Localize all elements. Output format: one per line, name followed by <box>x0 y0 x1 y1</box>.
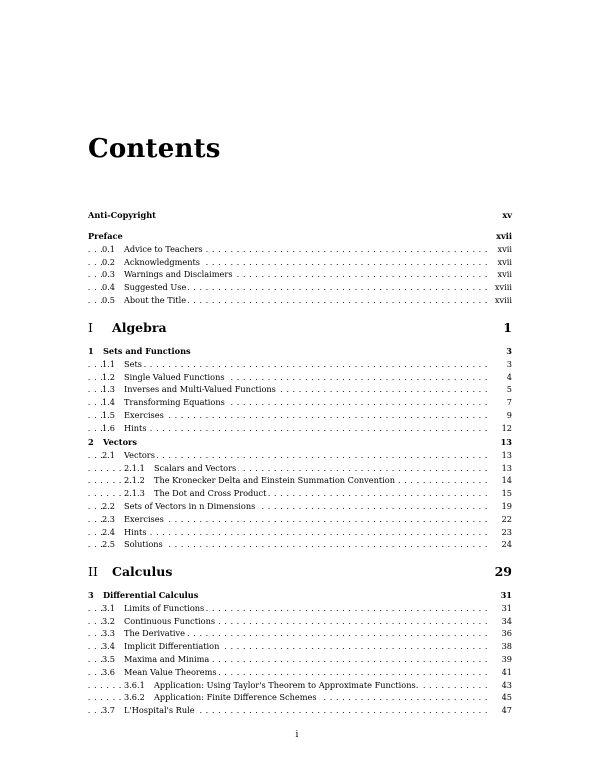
section-title: The Kronecker Delta and Einstein Summation Convention <box>154 475 395 486</box>
chapter-number: 3 <box>88 590 94 600</box>
section-number: 1.1 <box>102 358 116 369</box>
page-number-footer: i <box>295 730 299 740</box>
chapter-title: Sets and Functions <box>103 346 191 356</box>
toc-page-number: 1 <box>503 320 512 335</box>
toc-page-number: 13 <box>499 462 512 475</box>
section-title: Implicit Differentiation <box>124 641 220 652</box>
toc-page-number: 14 <box>499 474 512 487</box>
section-title: Solutions <box>124 539 163 550</box>
section-number: 2.2 <box>102 500 116 511</box>
toc-page-number: 3 <box>504 358 512 371</box>
toc-page-number: 22 <box>499 513 512 526</box>
section-number: 3.5 <box>102 653 116 664</box>
toc-page-number: xvii <box>495 256 512 269</box>
toc-section[interactable] <box>88 422 512 435</box>
section-title: Advice to Teachers <box>124 243 203 254</box>
toc-chapter-1-block <box>88 345 512 435</box>
toc-page-number: 31 <box>498 589 512 602</box>
section-number: 3.7 <box>102 705 116 716</box>
toc-section[interactable] <box>88 653 512 666</box>
toc-subsection[interactable] <box>88 487 512 500</box>
section-number: 3.6.2 <box>124 692 145 703</box>
toc-preface <box>88 230 512 307</box>
toc-section[interactable] <box>88 294 512 307</box>
section-title: Exercises <box>124 409 164 420</box>
toc-section[interactable] <box>88 268 512 281</box>
section-number: 3.6.1 <box>124 679 145 690</box>
section-number: 1.2 <box>102 371 116 382</box>
page-title: Contents <box>88 134 221 164</box>
section-title: Hints <box>124 526 147 537</box>
section-title: Single Valued Functions <box>124 371 225 382</box>
part-number: I <box>88 320 93 335</box>
toc-page-number: 12 <box>499 422 512 435</box>
section-title: Inverses and Multi-Valued Functions <box>124 384 276 395</box>
toc-page-number: 9 <box>504 409 512 422</box>
section-number: 3.2 <box>102 615 116 626</box>
toc-chapter-3-block <box>88 589 512 717</box>
toc-subsection[interactable] <box>88 474 512 487</box>
chapter-title: Differential Calculus <box>103 590 199 600</box>
section-title: About the Title <box>124 294 187 305</box>
toc-page-number: xvii <box>495 268 512 281</box>
toc-section[interactable] <box>88 500 512 513</box>
toc-section[interactable] <box>88 526 512 539</box>
toc-section[interactable] <box>88 538 512 551</box>
toc-page-number: 34 <box>499 615 512 628</box>
section-title: Application: Using Taylor's Theorem to Approximate Functions. <box>154 679 419 690</box>
toc-entry-title: Preface <box>88 231 123 241</box>
toc-section[interactable] <box>88 449 512 462</box>
toc-page-number: 38 <box>499 640 512 653</box>
section-title: Suggested Use <box>124 282 187 293</box>
section-title: Transforming Equations <box>124 397 225 408</box>
toc-page-number: 24 <box>499 538 512 551</box>
toc-section[interactable] <box>88 256 512 269</box>
toc-chapter-2-block <box>88 436 512 551</box>
section-number: 2.1 <box>102 449 116 460</box>
toc-page-number: xvii <box>495 243 512 256</box>
toc-page-number: 13 <box>498 436 512 449</box>
section-number: 2.4 <box>102 526 116 537</box>
chapter-number: 2 <box>88 437 94 447</box>
section-number: 1.6 <box>102 422 116 433</box>
part-title: Calculus <box>112 564 173 579</box>
section-number: 2.1.1 <box>124 462 145 473</box>
section-number: 1.4 <box>102 397 116 408</box>
toc-chapter-1[interactable] <box>88 345 512 358</box>
section-number: 3.1 <box>102 602 116 613</box>
section-number: 0.5 <box>102 294 116 305</box>
section-number: 3.6 <box>102 666 116 677</box>
toc-section[interactable] <box>88 513 512 526</box>
section-title: The Derivative <box>124 628 186 639</box>
toc-page-number: 13 <box>499 449 512 462</box>
toc-page-number: 5 <box>504 383 512 396</box>
toc-section[interactable] <box>88 396 512 409</box>
section-title: Limits of Functions <box>124 602 205 613</box>
toc-page-number: xvii <box>493 230 512 243</box>
toc-page-number: 3 <box>503 345 512 358</box>
section-number: 2.1.3 <box>124 488 145 499</box>
toc-page-number: 15 <box>499 487 512 500</box>
toc-chapter-2[interactable] <box>88 436 512 449</box>
toc-subsection[interactable] <box>88 462 512 475</box>
section-number: 3.4 <box>102 641 116 652</box>
toc-subsection[interactable] <box>88 679 512 692</box>
toc-part-algebra[interactable] <box>88 319 512 337</box>
toc-section[interactable] <box>88 371 512 384</box>
section-number: 2.3 <box>102 513 116 524</box>
toc-subsection[interactable] <box>88 691 512 704</box>
toc-page-number: xviii <box>492 281 512 294</box>
toc-page-number: 31 <box>499 602 512 615</box>
toc-chapter-preface[interactable] <box>88 230 512 243</box>
toc-page-number: xviii <box>492 294 512 307</box>
chapter-number: 1 <box>88 346 94 356</box>
toc-page-number: 36 <box>499 627 512 640</box>
section-title: Maxima and Minima <box>124 653 210 664</box>
section-number: 0.1 <box>102 243 116 254</box>
toc-section[interactable] <box>88 243 512 256</box>
toc-section[interactable] <box>88 627 512 640</box>
toc-entry-title: Anti-Copyright <box>88 210 156 220</box>
toc-page-number: 4 <box>504 371 512 384</box>
toc-part-calculus[interactable] <box>88 563 512 581</box>
toc-page-number: xv <box>499 209 512 222</box>
toc-section[interactable] <box>88 704 512 717</box>
section-title: Vectors <box>124 449 155 460</box>
toc-page-number: 47 <box>499 704 512 717</box>
section-title: Application: Finite Difference Schemes <box>154 692 317 703</box>
section-number: 1.3 <box>102 384 116 395</box>
section-title: Exercises <box>124 513 164 524</box>
toc-section[interactable] <box>88 281 512 294</box>
section-number: 1.5 <box>102 409 116 420</box>
toc-page-number: 23 <box>499 526 512 539</box>
section-number: 3.3 <box>102 628 116 639</box>
toc-page-number: 45 <box>499 691 512 704</box>
toc-page-number: 7 <box>504 396 512 409</box>
section-number: 0.3 <box>102 269 116 280</box>
toc-section[interactable] <box>88 640 512 653</box>
toc-page-number: 43 <box>499 679 512 692</box>
toc-section[interactable] <box>88 666 512 679</box>
part-title: Algebra <box>112 320 167 335</box>
section-number: 0.4 <box>102 282 116 293</box>
section-title: Acknowledgments <box>124 256 200 267</box>
toc-page-number: 19 <box>499 500 512 513</box>
section-title: L'Hospital's Rule <box>124 705 195 716</box>
toc-page-number: 41 <box>499 666 512 679</box>
toc-section[interactable] <box>88 615 512 628</box>
toc-section[interactable] <box>88 602 512 615</box>
chapter-title: Vectors <box>103 437 137 447</box>
toc-section[interactable] <box>88 409 512 422</box>
section-title: Mean Value Theorems <box>124 666 217 677</box>
toc-chapter-3[interactable] <box>88 589 512 602</box>
part-number: II <box>88 564 98 579</box>
section-title: Warnings and Disclaimers <box>124 269 233 280</box>
toc-page-number: 39 <box>499 653 512 666</box>
section-number: 2.1.2 <box>124 475 145 486</box>
toc-section[interactable] <box>88 383 512 396</box>
section-title: Scalars and Vectors <box>154 462 237 473</box>
section-title: The Dot and Cross Product <box>154 488 267 499</box>
section-number: 0.2 <box>102 256 116 267</box>
section-title: Continuous Functions <box>124 615 216 626</box>
section-title: Sets of Vectors in n Dimensions <box>124 500 256 511</box>
toc-page-number: 29 <box>494 564 512 579</box>
section-title: Sets <box>124 358 142 369</box>
toc-section[interactable] <box>88 358 512 371</box>
section-title: Hints <box>124 422 147 433</box>
section-number: 2.5 <box>102 539 116 550</box>
toc-front-antic[interactable] <box>88 209 512 222</box>
